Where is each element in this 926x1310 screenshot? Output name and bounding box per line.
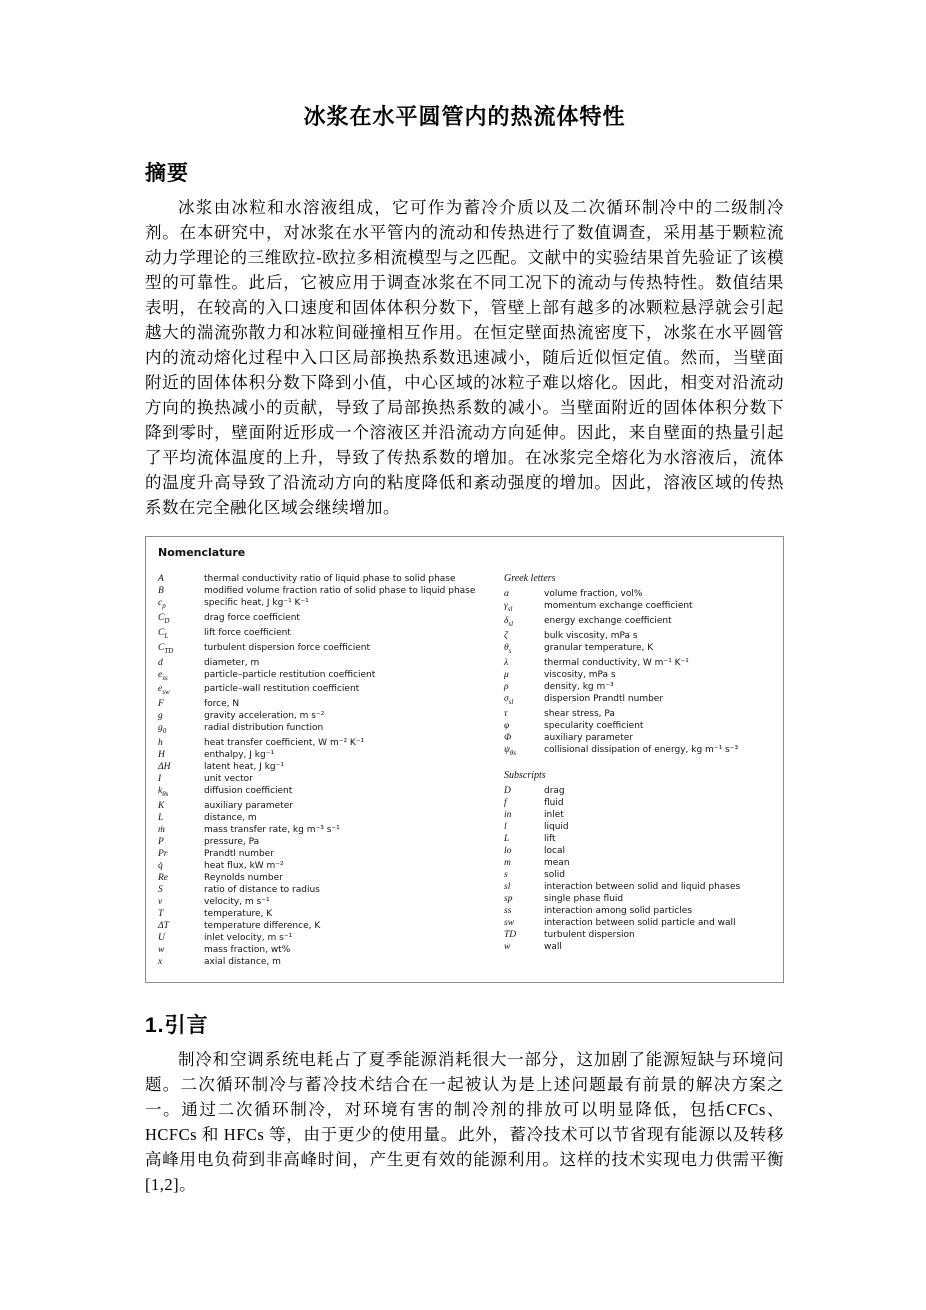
greek-letters-heading: Greek letters — [504, 573, 556, 584]
nomenclature-row — [504, 615, 773, 630]
nomenclature-row — [504, 881, 773, 893]
nomenclature-definition: turbulent dispersion — [544, 930, 635, 941]
nomenclature-row — [504, 657, 773, 669]
nomenclature-definition: modified volume fraction ratio of solid phase to liquid phase — [204, 586, 476, 596]
nomenclature-row — [504, 785, 773, 797]
nomenclature-row — [158, 836, 488, 848]
paper-title: 冰浆在水平圆管内的热流体特性 — [303, 104, 626, 129]
nomenclature-definition: force, N — [204, 699, 240, 710]
nomenclature-definition: specific heat, J kg⁻¹ K⁻¹ — [204, 598, 309, 608]
nomenclature-definition: dispersion Prandtl number — [544, 693, 664, 704]
nomenclature-symbol: w — [158, 945, 165, 956]
nomenclature-symbols-column — [158, 573, 488, 968]
nomenclature-row — [158, 812, 488, 824]
subscripts-list — [504, 785, 773, 953]
nomenclature-row — [504, 744, 773, 759]
nomenclature-symbol: α — [504, 589, 509, 599]
nomenclature-definition: diameter, m — [204, 657, 260, 668]
nomenclature-definition: shear stress, Pa — [544, 708, 615, 719]
nomenclature-definition: Reynolds number — [204, 873, 283, 884]
nomenclature-definition: auxiliary parameter — [204, 801, 293, 812]
nomenclature-row — [158, 872, 488, 884]
nomenclature-symbol: Pr — [158, 849, 168, 860]
nomenclature-symbol: q̇ — [158, 861, 163, 872]
nomenclature-definition: volume fraction, vol% — [544, 589, 643, 599]
nomenclature-symbol: $\delta_{sl}$ — [504, 615, 514, 628]
nomenclature-symbol: v — [158, 897, 163, 908]
nomenclature-symbol: $e_{ss}$ — [158, 669, 168, 682]
nomenclature-row — [504, 809, 773, 821]
nomenclature-symbol: F — [158, 699, 164, 710]
nomenclature-symbol: T — [158, 909, 164, 920]
greek-letters-list — [504, 588, 773, 758]
nomenclature-definition: viscosity, mPa s — [544, 669, 616, 680]
nomenclature-definition: solid — [544, 870, 565, 881]
nomenclature-row — [158, 627, 488, 642]
nomenclature-row — [158, 683, 488, 698]
nomenclature-symbol: ρ — [504, 681, 509, 692]
nomenclature-definition: wall — [544, 942, 562, 953]
nomenclature-box — [145, 536, 784, 983]
nomenclature-symbol: ΔH — [158, 762, 171, 773]
nomenclature-symbol: ss — [504, 906, 512, 917]
nomenclature-definition: velocity, m s⁻¹ — [204, 897, 270, 908]
nomenclature-definition: latent heat, J kg⁻¹ — [204, 762, 284, 773]
nomenclature-symbol: ṁ — [158, 825, 165, 836]
nomenclature-symbol: $g_0$ — [158, 723, 167, 736]
nomenclature-row — [158, 773, 488, 785]
nomenclature-symbol: l — [504, 822, 507, 833]
nomenclature-row — [158, 585, 488, 597]
nomenclature-symbol: $\sigma_{sl}$ — [504, 693, 514, 706]
nomenclature-symbol: $\theta_s$ — [504, 642, 512, 655]
nomenclature-symbol: ζ — [504, 630, 508, 641]
nomenclature-definition: mass transfer rate, kg m⁻³ s⁻¹ — [204, 825, 340, 836]
nomenclature-definition: temperature, K — [204, 909, 273, 920]
nomenclature-definition: single phase fluid — [544, 894, 624, 905]
nomenclature-symbol: U — [158, 933, 165, 944]
nomenclature-definition: interaction among solid particles — [544, 906, 693, 917]
nomenclature-symbol: $C_L$ — [158, 627, 169, 640]
nomenclature-row — [504, 588, 773, 600]
nomenclature-symbol: $\psi_{\theta s}$ — [504, 744, 517, 757]
nomenclature-definition: interaction between solid particle and wall — [544, 918, 736, 929]
nomenclature-definition: lift force coefficient — [204, 627, 291, 638]
introduction-heading: 1.引言 — [145, 1014, 209, 1038]
nomenclature-definition: momentum exchange coefficient — [544, 601, 693, 611]
nomenclature-symbol: μ — [504, 669, 509, 680]
nomenclature-definition: Prandtl number — [204, 849, 274, 860]
nomenclature-symbol: ΔT — [158, 921, 169, 932]
nomenclature-row — [504, 797, 773, 809]
nomenclature-row — [504, 669, 773, 681]
nomenclature-symbol: $c_p$ — [158, 598, 166, 610]
nomenclature-symbol: H — [158, 750, 165, 761]
nomenclature-symbol: $\gamma_{sl}$ — [504, 601, 513, 613]
nomenclature-definition: radial distribution function — [204, 723, 324, 734]
nomenclature-symbol: φ — [504, 720, 510, 731]
abstract-text: 冰浆由冰粒和水溶液组成，它可作为蓄冷介质以及二次循环制冷中的二级制冷剂。在本研究中，对冰浆在水平管内的流动和传热进行了数值调查，采用基于颗粒流动力学理论的三维欧拉-欧拉多相流模型与之匹配。文献中的实验结果首先验证了该模型的可靠性。此后，它被应用于调查冰浆在不同工况下的流动与传热特性。数值结果表明，在较高的入口速度和固体体积分数下，管壁上部有越多的冰颗粒悬浮就会引起越大的湍流弥散力和冰粒间碰撞相互作用。在恒定壁面热流密度下，冰浆在水平圆管内的流动熔化过程中入口区局部换热系数迅速减小，随后近似恒定值。然而，当壁面附近的固体体积分数下降到小值，中心区域的冰粒子难以熔化。因此，相变对沿流动方向的换热减小的贡献，导致了局部换热系数的减小。当壁面附近的固体体积分数下降到零时，壁面附近形成一个溶液区并沿流动方向延伸。因此，来自壁面的热量引起了平均流体温度的上升，导致了传热系数的增加。在冰浆完全熔化为水溶液后，流体的温度升高导致了沿流动方向的粘度降低和紊动强度的增加。因此，溶液区域的传热系数在完全融化区域会继续增加。 — [145, 198, 784, 517]
nomenclature-symbol: sw — [504, 918, 515, 929]
nomenclature-row — [504, 833, 773, 845]
nomenclature-symbol: Re — [158, 873, 169, 884]
nomenclature-row — [504, 941, 773, 953]
nomenclature-definition: particle–particle restitution coefficient — [204, 669, 376, 680]
nomenclature-row — [504, 821, 773, 833]
nomenclature-row — [158, 749, 488, 761]
nomenclature-definition: ratio of distance to radius — [204, 885, 320, 896]
nomenclature-definition: particle–wall restitution coefficient — [204, 684, 360, 695]
nomenclature-row — [158, 896, 488, 908]
nomenclature-row — [504, 708, 773, 720]
nomenclature-symbol: L — [504, 834, 510, 845]
nomenclature-row — [158, 932, 488, 944]
nomenclature-symbol: L — [158, 813, 164, 824]
nomenclature-definition: bulk viscosity, mPa s — [544, 630, 638, 641]
nomenclature-definition: enthalpy, J kg⁻¹ — [204, 750, 275, 761]
nomenclature-definition: heat flux, kW m⁻² — [204, 861, 284, 872]
nomenclature-definition: collisional dissipation of energy, kg m⁻¹ s⁻³ — [544, 744, 739, 755]
nomenclature-definition: drag — [544, 786, 565, 797]
nomenclature-definition: thermal conductivity ratio of liquid phase to solid phase — [204, 574, 456, 584]
nomenclature-symbol: s — [504, 870, 508, 881]
nomenclature-symbol: B — [158, 586, 164, 596]
nomenclature-columns — [158, 573, 773, 968]
nomenclature-definition: mass fraction, wt% — [204, 945, 291, 956]
nomenclature-row — [158, 800, 488, 812]
nomenclature-row — [158, 597, 488, 612]
nomenclature-title: Nomenclature — [158, 546, 246, 559]
nomenclature-row — [504, 869, 773, 881]
nomenclature-definition: axial distance, m — [204, 957, 281, 968]
nomenclature-symbol: λ — [504, 657, 509, 668]
nomenclature-definition: density, kg m⁻³ — [544, 681, 614, 692]
nomenclature-symbol: K — [158, 801, 165, 812]
nomenclature-definition: granular temperature, K — [544, 642, 654, 653]
nomenclature-row — [504, 732, 773, 744]
subscripts-heading: Subscripts — [504, 770, 546, 782]
nomenclature-symbol: D — [504, 786, 511, 797]
nomenclature-row — [504, 630, 773, 642]
nomenclature-definition: turbulent dispersion force coefficient — [204, 642, 371, 653]
nomenclature-definition: drag force coefficient — [204, 612, 300, 623]
nomenclature-row — [504, 857, 773, 869]
nomenclature-definition: pressure, Pa — [204, 837, 260, 848]
nomenclature-symbol: lo — [504, 846, 512, 857]
nomenclature-row — [158, 737, 488, 749]
nomenclature-symbol: S — [158, 885, 163, 896]
nomenclature-row — [158, 860, 488, 872]
nomenclature-symbol: $C_{TD}$ — [158, 642, 174, 655]
nomenclature-definition: heat transfer coefficient, W m⁻² K⁻¹ — [204, 738, 365, 749]
nomenclature-definition: local — [544, 846, 565, 857]
nomenclature-symbol: f — [504, 798, 507, 809]
nomenclature-definition: auxiliary parameter — [544, 732, 633, 743]
nomenclature-row — [158, 848, 488, 860]
nomenclature-row — [504, 600, 773, 615]
nomenclature-definition: mean — [544, 858, 570, 869]
nomenclature-symbol: d — [158, 657, 163, 668]
nomenclature-greek-subscripts-column — [504, 573, 773, 968]
nomenclature-row — [504, 693, 773, 708]
nomenclature-definition: distance, m — [204, 813, 257, 824]
nomenclature-row — [158, 785, 488, 800]
nomenclature-definition: diffusion coefficient — [204, 786, 293, 797]
nomenclature-symbol: P — [158, 837, 164, 848]
introduction-text: 制冷和空调系统电耗占了夏季能源消耗很大一部分，这加剧了能源短缺与环境问题。二次循环制冷与蓄冷技术结合在一起被认为是上述问题最有前景的解决方案之一。通过二次循环制冷，对环境有害的制冷剂的排放可以明显降低，包括CFCs、HCFCs 和 HFCs 等，由于更少的使用量。此外，蓄冷技术可以节省现有能源以及转移高峰用电负荷到非高峰时间，产生更有效的能源利用。这样的技术实现电力供需平衡[1,2]。 — [145, 1050, 784, 1195]
nomenclature-definition: unit vector — [204, 774, 253, 785]
nomenclature-row — [158, 612, 488, 627]
nomenclature-definition: energy exchange coefficient — [544, 615, 672, 626]
nomenclature-symbol: g — [158, 711, 163, 722]
nomenclature-row — [158, 669, 488, 684]
nomenclature-row — [158, 920, 488, 932]
nomenclature-definition: inlet velocity, m s⁻¹ — [204, 933, 293, 944]
nomenclature-symbol: I — [158, 774, 162, 785]
nomenclature-row — [504, 905, 773, 917]
nomenclature-row — [158, 944, 488, 956]
nomenclature-symbol: sp — [504, 894, 513, 905]
nomenclature-symbol: Φ — [504, 732, 512, 743]
abstract-heading: 摘要 — [145, 162, 189, 185]
nomenclature-definition: fluid — [544, 798, 564, 809]
nomenclature-symbol: $e_{sw}$ — [158, 684, 170, 697]
nomenclature-row — [504, 720, 773, 732]
nomenclature-symbol: w — [504, 942, 511, 953]
nomenclature-symbol: in — [504, 810, 512, 821]
nomenclature-definition: thermal conductivity, W m⁻¹ K⁻¹ — [544, 657, 689, 668]
nomenclature-definition: interaction between solid and liquid phases — [544, 882, 741, 893]
nomenclature-row — [158, 698, 488, 710]
nomenclature-definition: specularity coefficient — [544, 720, 644, 731]
nomenclature-definition: liquid — [544, 822, 569, 833]
nomenclature-symbol: $k_{\theta s}$ — [158, 786, 169, 799]
nomenclature-symbol: m — [504, 858, 511, 869]
nomenclature-row — [158, 657, 488, 669]
nomenclature-symbol: x — [158, 957, 163, 968]
nomenclature-row — [158, 722, 488, 737]
nomenclature-definition: inlet — [544, 810, 564, 821]
nomenclature-row — [504, 893, 773, 905]
nomenclature-row — [504, 917, 773, 929]
nomenclature-symbol: τ — [504, 708, 508, 719]
nomenclature-row — [504, 642, 773, 657]
nomenclature-definition: temperature difference, K — [204, 921, 321, 932]
nomenclature-row — [158, 761, 488, 773]
nomenclature-symbol: A — [158, 574, 164, 584]
nomenclature-row — [158, 824, 488, 836]
nomenclature-symbol: h — [158, 738, 163, 749]
nomenclature-definition: gravity acceleration, m s⁻² — [204, 711, 325, 722]
nomenclature-symbol: sl — [504, 882, 511, 893]
nomenclature-row — [504, 929, 773, 941]
nomenclature-row — [158, 710, 488, 722]
nomenclature-row — [504, 681, 773, 693]
nomenclature-row — [158, 573, 488, 585]
nomenclature-symbol: $C_D$ — [158, 612, 170, 625]
nomenclature-row — [158, 642, 488, 657]
nomenclature-definition: lift — [544, 834, 556, 845]
nomenclature-row — [158, 908, 488, 920]
nomenclature-row — [504, 845, 773, 857]
nomenclature-row — [158, 884, 488, 896]
nomenclature-symbol: TD — [504, 930, 517, 941]
nomenclature-row — [158, 956, 488, 968]
